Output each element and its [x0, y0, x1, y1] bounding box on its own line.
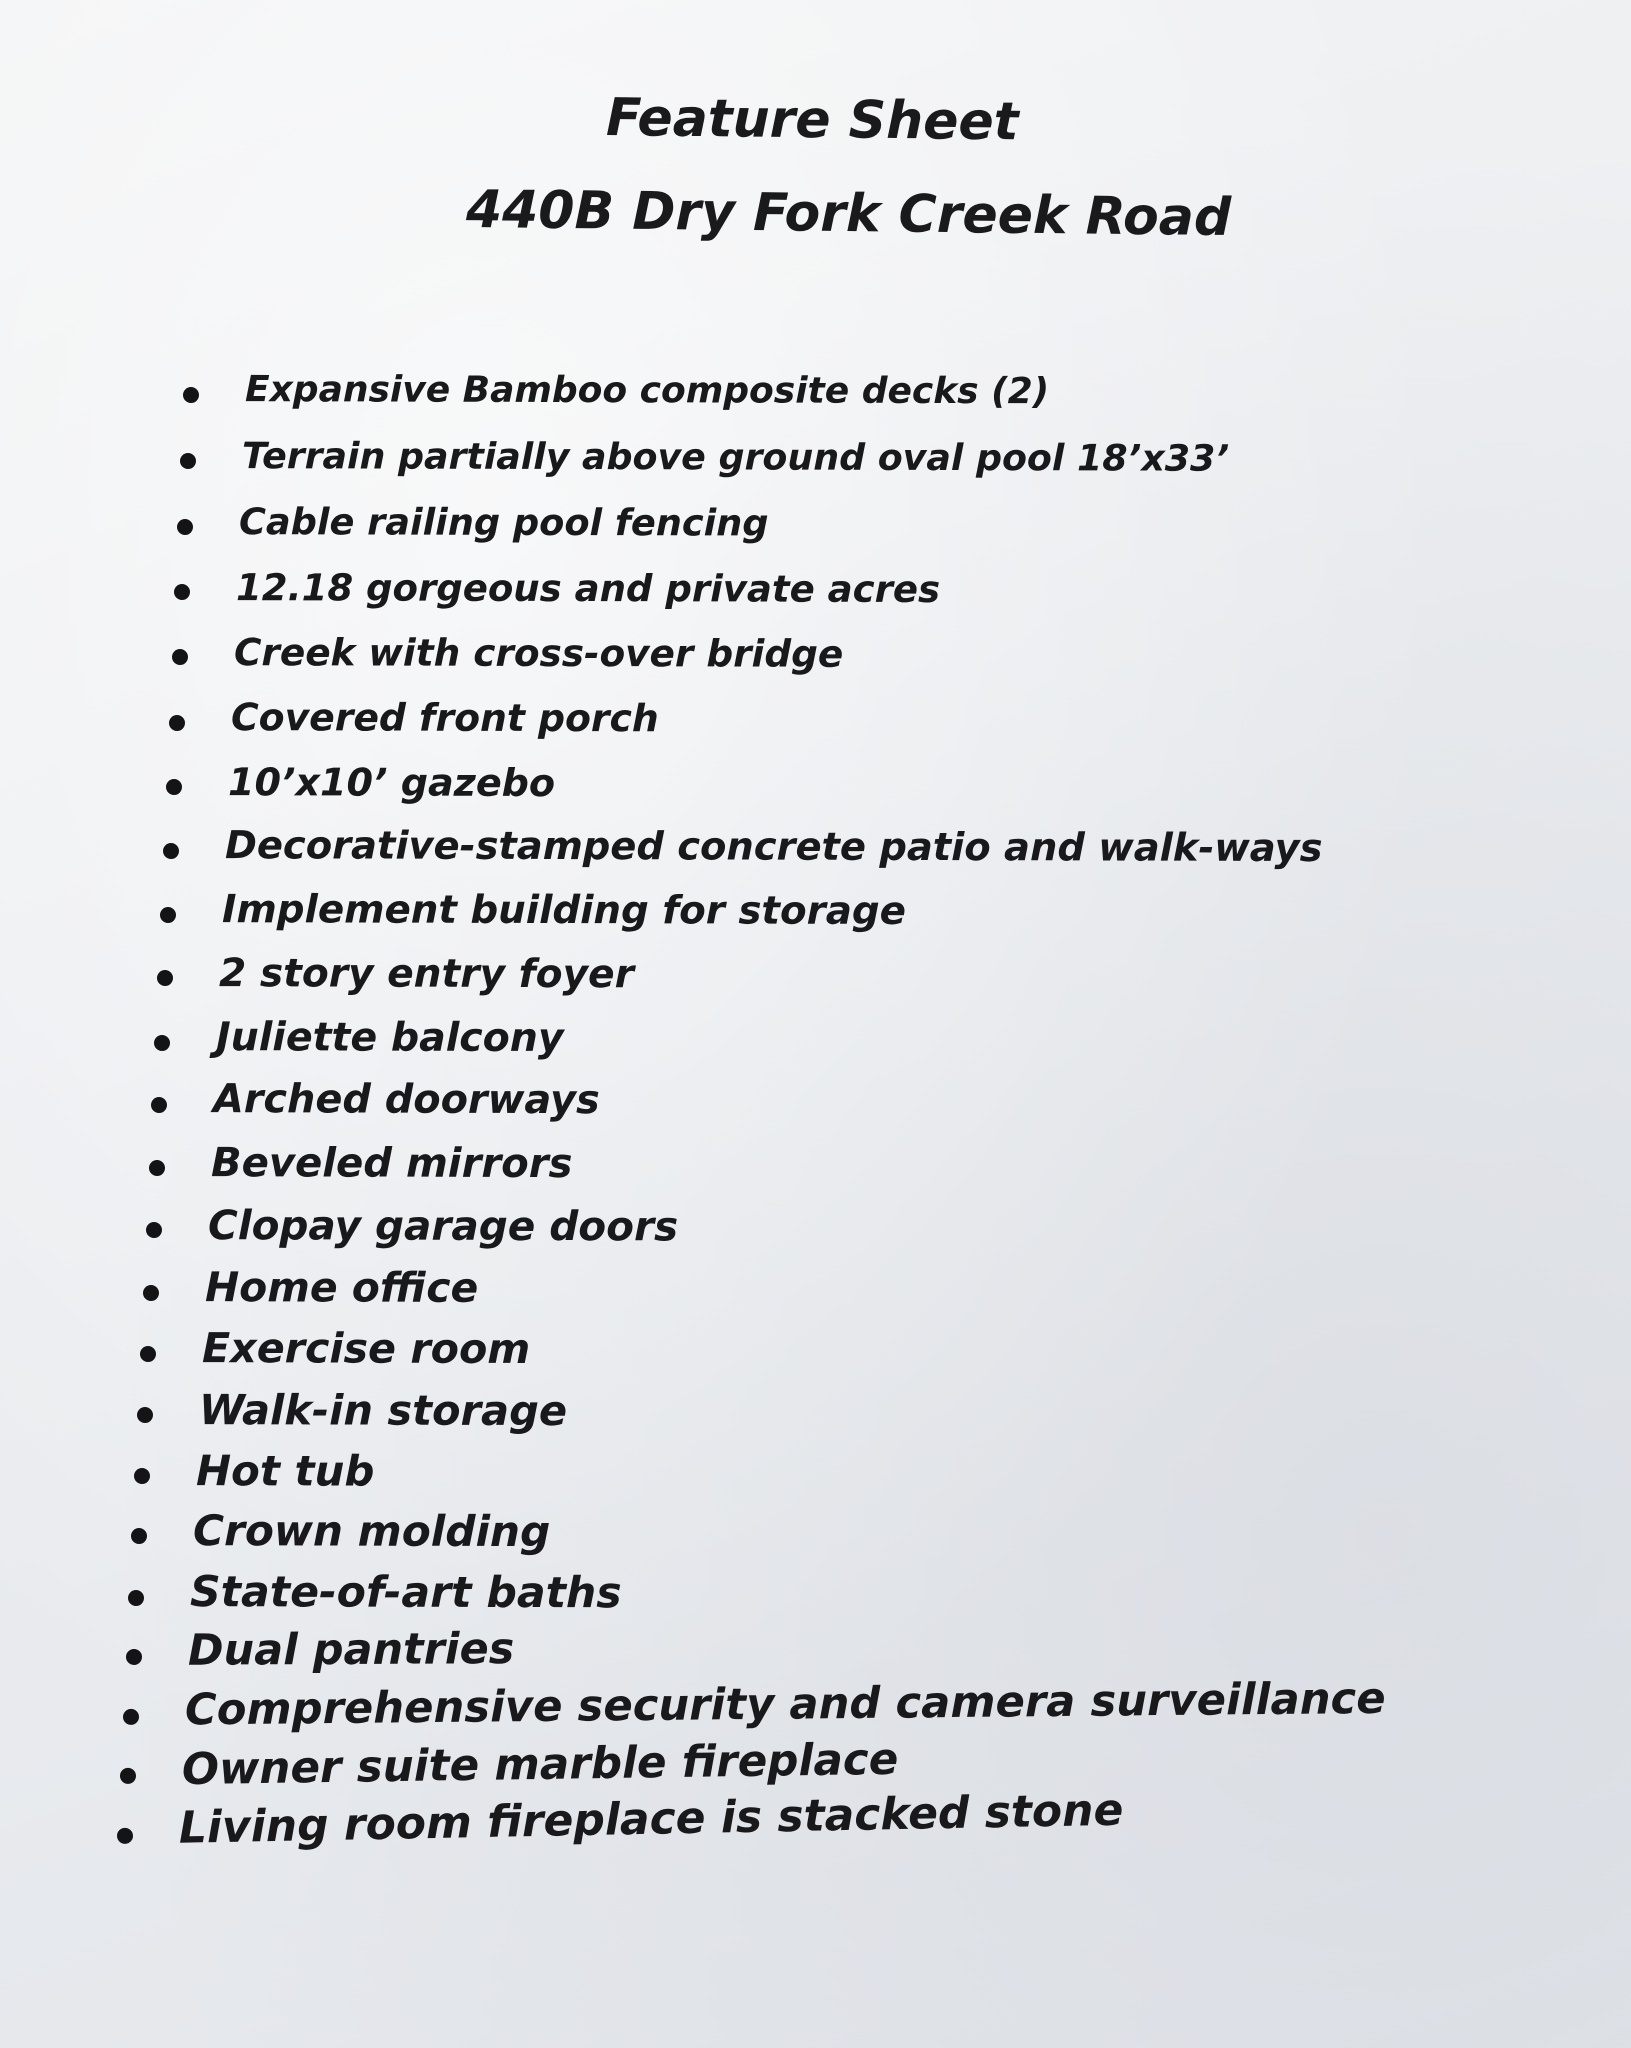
feature-text: Creek with cross-over bridge	[233, 630, 843, 676]
feature-text: Owner suite marble fireplace	[181, 1733, 899, 1796]
feature-text: Juliette balcony	[216, 1013, 564, 1061]
bullet-icon	[120, 1768, 136, 1784]
bullet-icon	[169, 714, 185, 730]
feature-text: Hot tub	[196, 1446, 375, 1496]
feature-text: Implement building for storage	[221, 887, 907, 934]
feature-text: Exercise room	[201, 1324, 531, 1374]
bullet-icon	[140, 1346, 156, 1362]
feature-text: State-of-art baths	[190, 1566, 623, 1618]
feature-text: Covered front porch	[230, 694, 659, 741]
feature-text: Beveled mirrors	[210, 1139, 573, 1187]
bullet-icon	[151, 1097, 167, 1113]
feature-text: 12.18 gorgeous and private acres	[236, 566, 941, 612]
feature-text: Crown molding	[193, 1506, 551, 1557]
feature-text: Terrain partially above ground oval pool 18’x33’	[242, 434, 1230, 480]
feature-text: Arched doorways	[213, 1076, 601, 1124]
feature-text: Dual pantries	[187, 1624, 514, 1677]
bullet-icon	[126, 1649, 142, 1665]
feature-item	[116, 1784, 1124, 1863]
feature-text: Expansive Bamboo composite decks (2)	[244, 369, 1050, 413]
feature-text: Living room fireplace is stacked stone	[178, 1784, 1124, 1854]
bullet-icon	[163, 843, 179, 859]
feature-item	[119, 1733, 899, 1804]
feature-text: 10’x10’ gazebo	[227, 760, 555, 806]
bullet-icon	[137, 1407, 153, 1423]
bullet-icon	[128, 1589, 144, 1605]
bullet-icon	[143, 1284, 159, 1300]
feature-text: 2 story entry foyer	[219, 951, 635, 998]
bullet-icon	[154, 1034, 170, 1050]
feature-text: Comprehensive security and camera surveillance	[184, 1673, 1386, 1736]
bullet-icon	[149, 1160, 165, 1176]
feature-text: Walk-in storage	[199, 1385, 568, 1436]
bullet-icon	[160, 907, 176, 923]
bullet-icon	[134, 1468, 150, 1484]
bullet-icon	[117, 1827, 133, 1843]
bullet-icon	[171, 649, 187, 665]
feature-text: Home office	[204, 1262, 479, 1312]
bullet-icon	[183, 387, 199, 403]
bullet-icon	[177, 519, 193, 535]
feature-item	[122, 1673, 1386, 1744]
bullet-icon	[166, 779, 182, 795]
bullet-icon	[157, 971, 173, 987]
bullet-icon	[123, 1709, 139, 1725]
bullet-icon	[180, 453, 196, 469]
feature-text: Decorative-stamped concrete patio and walk-ways	[224, 823, 1323, 872]
feature-text: Clopay garage doors	[207, 1200, 678, 1251]
property-address: 440B Dry Fork Creek Road	[465, 180, 1232, 249]
bullet-icon	[174, 584, 190, 600]
document-title: Feature Sheet	[605, 88, 1019, 153]
feature-text: Cable railing pool fencing	[239, 499, 769, 545]
bullet-icon	[146, 1222, 162, 1238]
bullet-icon	[131, 1529, 147, 1545]
